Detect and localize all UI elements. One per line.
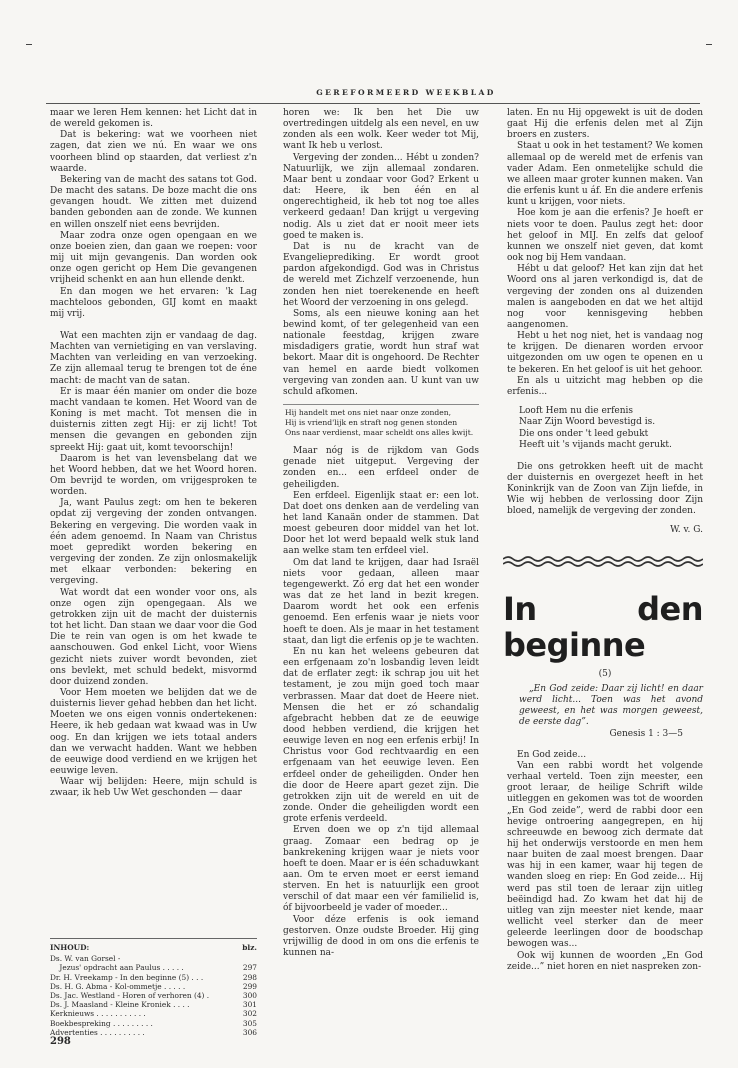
paragraph: Daarom is het van levensbelang dat we het Woord hebben, dat we het Woord horen. Om bevrijd te worden, om vrijgesproken te worden. xyxy=(50,453,257,498)
paragraph: Een erfdeel. Eigenlijk staat er: een lot. Dat doet ons denken aan de verdeling van het land Kanaän onder de stammen. Dat moest gebeuren door middel van het lot. Door het lot werd bepaald welk stuk land aan welke stam ten erfdeel viel. xyxy=(283,490,479,557)
toc-title: Dr. H. Vreekamp - In den beginne (5) . . . xyxy=(50,972,204,982)
paragraph: En nu kan het weleens gebeuren dat een erfgenaam zo'n losbandig leven leidt dat de erflater zegt: ik schrap jou uit het testament, je zou mijn goed toch maar verbrassen. Maar dat doet de Heere niet. Mensen die het er zó schandalig afgebracht hebben dat ze de eeuwige dood hebben verdiend, die krijgen het eeuwige leven en nog een erfenis erbij! In Christus voor God rechtvaardig en een erfgenaam van het eeuwige leven. Een erfdeel onder de geheiligden. Onder hen die door de Heere apart gezet zijn. Die getrokken zijn uit de wereld en uit de zonde. Onder die geheiligden wordt een grote erfenis verdeeld. xyxy=(283,646,479,825)
article-number: (5) xyxy=(598,668,612,679)
crop-mark xyxy=(26,44,32,45)
paragraph: Er is maar één manier om onder die boze macht vandaan te komen. Het Woord van de Koning is met macht. Tot mensen die in duisternis zitten zegt Hij: er zij licht! Tot mensen die gevangen en gebonden zijn spreekt Hij: gaat uit, komt tevoorschijn! xyxy=(50,386,257,453)
toc-title: Boekbespreking . . . . . . . . . xyxy=(50,1018,153,1028)
page-number: 298 xyxy=(50,1036,71,1047)
article-title: In den beginne xyxy=(503,589,703,664)
paragraph: Maar nóg is de rijkdom van Gods genade niet uitgeput. Vergeving der zonden en... een erfdeel onder de geheiligden. xyxy=(283,446,479,490)
paragraph: maar we leren Hem kennen: het Licht dat in de wereld gekomen is. xyxy=(50,108,257,130)
toc-row xyxy=(50,1028,257,1037)
paragraph: Hoe kom je aan die erfenis? Je hoeft er niets voor te doen. Paulus zegt het: door het geloof in MIJ. En zelfs dat geloof kunnen we onszelf niet geven, dat komt ook nog bij Hem vandaan. xyxy=(507,208,703,264)
verse-line: Die ons onder 't leed gebukt xyxy=(519,428,649,439)
toc-title: Ds. Jac. Westland - Horen of verhoren (4) . xyxy=(50,991,210,1001)
paragraph: Voor déze erfenis is ook iemand gestorven. Onze oudste Broeder. Hij ging vrijwillig de dood in om ons die erfenis te kunnen na- xyxy=(283,914,479,959)
toc-page: 305 xyxy=(242,1018,257,1028)
paragraph: Waar wij belijden: Heere, mijn schuld is zwaar, ik heb Uw Wet geschonden — daar xyxy=(50,777,257,799)
paragraph: Erven doen we op z'n tijd allemaal graag. Zomaar een bedrag op je bankrekening krijgen waar je niets voor hoeft te doen. Maar er is één schaduwkant aan. Om te erven moet er eerst iemand sterven. En het is natuurlijk een groot verschil of dat maar een vér familielid is, óf bijvoorbeeld je vader of moeder... xyxy=(283,825,479,914)
spacer xyxy=(50,320,257,331)
paragraph: Ja, want Paulus zegt: om hen te bekeren opdat zij vergeving der zonden ontvangen. Bekering en vergeving. Die worden vaak in één adem genoemd. In Naam van Christus moet gepredikt worden bekering en vergeving der zonden. Ze zijn onlosmakelijk met elkaar verbonden: bekering en vergeving. xyxy=(50,498,257,587)
toc-page: 298 xyxy=(242,972,257,982)
paragraph: Soms, als een nieuwe koning aan het bewind komt, of ter gelegenheid van een nationale feestdag, krijgen zware misdadigers gratie, wordt hun straf wat bekort. Maar dit is ongehoord. De Rechter van hemel en aarde biedt volkomen vergeving van zonden aan. U kunt van uw schuld afkomen. xyxy=(283,308,479,397)
toc-title: Advertenties . . . . . . . . . . xyxy=(50,1027,145,1037)
column-1 xyxy=(50,108,257,800)
paragraph: horen we: Ik ben het Die uw overtredingen uitdelg als een nevel, en uw zonden als een wolk. Keer weder tot Mij, want Ik heb u verlost. xyxy=(283,108,479,152)
toc-row xyxy=(50,982,257,991)
bible-reference: Genesis 1 : 3—5 xyxy=(609,728,683,739)
toc-page: 302 xyxy=(242,1009,257,1019)
toc-row xyxy=(50,1009,257,1018)
paragraph: laten. En nu Hij opgewekt is uit de doden gaat Hij die erfenis delen met al Zijn broers en zusters. xyxy=(507,108,703,141)
toc-row xyxy=(50,963,257,972)
header-rule xyxy=(46,103,700,104)
bible-motto: „En God zeide: Daar zij licht! en daar werd licht... Toen was het avond geweest, en het was morgen geweest, de eerste dag”. xyxy=(519,683,703,728)
column-2 xyxy=(283,108,479,959)
toc-row xyxy=(50,1000,257,1009)
toc-row xyxy=(50,973,257,982)
paragraph: Wat wordt dat een wonder voor ons, als onze ogen zijn opengegaan. Als we getrokken zijn uit de macht der duisternis tot het licht. Dan staan we daar voor die God Die te rein van ogen is om het kwade te aanschouwen. God enkel Licht, voor Wiens gezicht niets zuiver wordt bevonden, ziet ons bevlekt, met schuld bedekt, misvormd door duizend zonden. xyxy=(50,587,257,687)
paragraph: Van een rabbi wordt het volgende verhaal verteld. Toen zijn meester, een groot leraar, de heilige Schrift wilde uitleggen en gekomen was tot de woorden „En God zeide”, werd de rabbi door een hevige ontroering aangegrepen, en hij schreeuwde en bewoog zich dermate dat hij het onderwijs verstoorde en men hem naar buiten de zaal moest brengen. Daar was hij in een kamer, waar hij tegen de wanden sloeg en riep: En God zeide... Hij werd pas stil toen de leraar zijn uitleg beëindigd had. Zo kwam het dat hij de uitleg van zijn meester niet kende, maar wellicht veel sterker dan de meer geleerde leerlingen door de boodschap bewogen was... xyxy=(507,760,703,950)
column-3 xyxy=(503,108,703,973)
paragraph: Staat u ook in het testament? We komen allemaal op de wereld met de erfenis van vader Adam. Een onmetelijke schuld die we alleen maar groter kunnen maken. Van die erfenis kunt u áf. En die andere erfenis kunt u krijgen, voor niets. xyxy=(507,141,703,208)
hymn-verse xyxy=(519,406,703,452)
toc-title: Kerknieuws . . . . . . . . . . . xyxy=(50,1009,146,1019)
paragraph: Dat is bekering: wat we voorheen niet zagen, dat zien we nú. En waar we ons voorheen blind op staarden, dat verliest z'n waarde. xyxy=(50,130,257,174)
table-of-contents xyxy=(50,938,257,1037)
wave-divider xyxy=(503,555,703,567)
toc-heading: INHOUD: xyxy=(50,943,90,952)
paragraph: Dat is nu de kracht van de Evangelieprediking. Er wordt groot pardon afgekondigd. God was in Christus de wereld met Zichzelf verzoenende, hun zonden hen niet toerekenende en heeft het Woord der verzoening in ons gelegd. xyxy=(283,241,479,308)
verse-line: Heeft uit 's vijands macht gerukt. xyxy=(519,440,672,451)
toc-page: 297 xyxy=(242,963,257,973)
paragraph: Hebt u het nog niet, het is vandaag nog te krijgen. De dienaren worden ervoor uitgezonden om uw ogen te openen en u te bekeren. En het geloof is uit het gehoor. xyxy=(507,331,703,375)
author-signature: W. v. G. xyxy=(670,525,703,536)
toc-title: Ds. J. Maasland - Kleine Kroniek . . . . xyxy=(50,1000,190,1010)
verse-line: Naar Zijn Woord bevestigd is. xyxy=(519,417,656,428)
verse-line: Looft Hem nu die erfenis xyxy=(519,406,634,417)
toc-page: 301 xyxy=(242,1000,257,1010)
toc-row xyxy=(50,991,257,1000)
paragraph: Voor Hem moeten we belijden dat we de duisternis liever gehad hebben dan het licht. Moeten we ons eigen vonnis ondertekenen: Heere, ik heb gedaan wat kwaad was in Uw oog. En dan krijgen we iets totaal anders dan we verwacht hadden. Want we hebben de eeuwige dood verdiend en we krijgen het eeuwige leven. xyxy=(50,687,257,777)
paragraph: Die ons getrokken heeft uit de macht der duisternis en overgezet heeft in het Koninkrijk van de Zoon van Zijn liefde, in Wie wij hebben de verlossing door Zijn bloed, namelijk de vergeving der zonden. xyxy=(507,461,703,517)
paragraph: En als u uitzicht mag hebben op die erfenis... xyxy=(507,375,703,397)
paragraph: Ook wij kunnen de woorden „En God zeide...” niet horen en niet naspreken zon- xyxy=(507,950,703,972)
paragraph: Maar zodra onze ogen opengaan en we onze boeien zien, dan gaan we roepen: voor mij uit mijn gevangenis. Dan worden ook onze ogen gericht op Hem Die gevangenen vrijheid schenkt en aan hun ellende denkt. xyxy=(50,230,257,286)
paragraph: Hébt u dat geloof? Het kan zijn dat het Woord ons al jaren verkondigd is, dat de vergeving der zonden ons al duizenden malen is aangeboden en dat we het altijd nog voor kennisgeving hebben aangenomen. xyxy=(507,264,703,330)
toc-page: 306 xyxy=(242,1027,257,1037)
quote-line: Ons naar verdienst, maar scheldt ons alles kwijt. xyxy=(285,428,474,438)
paragraph: Vergeving der zonden... Hébt u zonden? Natuurlijk, we zijn allemaal zondaren. Maar bent u zondaar voor God? Erkent u dat: Heere, ik ben één en al ongerechtigheid, ik heb tot nog toe alles verkeerd gedaan! Dan krijgt u vergeving nodig. Als u ziet dat er nooit meer iets goed te maken is. xyxy=(283,152,479,241)
toc-page: 299 xyxy=(242,981,257,991)
toc-page-label: blz. xyxy=(242,943,257,952)
toc-row xyxy=(50,1019,257,1028)
paragraph: En dan mogen we het ervaren: 'k Lag machteloos gebonden, GIJ komt en maakt mij vrij. xyxy=(50,286,257,319)
toc-page: 300 xyxy=(242,991,257,1001)
toc-row xyxy=(50,954,257,963)
quote-line: Hij handelt met ons niet naar onze zonden, xyxy=(285,408,452,418)
crop-mark xyxy=(706,44,712,45)
psalm-quote xyxy=(283,404,479,438)
toc-title: Ds. W. van Gorsel - xyxy=(50,954,121,964)
toc-title: Ds. H. G. Abma - Kol-ommetje . . . . . xyxy=(50,981,186,991)
quote-line: Hij is vriend'lijk en straft nog genen stonden xyxy=(285,418,458,428)
toc-title: Jezus' opdracht aan Paulus . . . . . xyxy=(50,963,184,973)
paragraph: Om dat land te krijgen, daar had Israël niets voor gedaan, alleen maar tegengewerkt. Zó erg dat het een wonder was dat ze het land in bezit kregen. Daarom wordt het ook een erfenis genoemd. Een erfenis waar je niets voor hoeft te doen. Als je maar in het testament staat, dan ligt die erfenis op je te wachten. xyxy=(283,557,479,646)
running-header: GEREFORMEERD WEEKBLAD xyxy=(316,88,496,97)
paragraph: Wat een machten zijn er vandaag de dag. Machten van vernietiging en van verslaving. Machten van verleiding en van verzoeking. Ze zijn allemaal terug te brengen tot de éne macht: de macht van de satan. xyxy=(50,330,257,386)
paragraph: Bekering van de macht des satans tot God. De macht des satans. De boze macht die ons gevangen houdt. We zitten met duizend banden gebonden aan de zonde. We kunnen en willen onszelf niet eens bevrijden. xyxy=(50,174,257,230)
paragraph: En God zeide... xyxy=(517,749,587,760)
